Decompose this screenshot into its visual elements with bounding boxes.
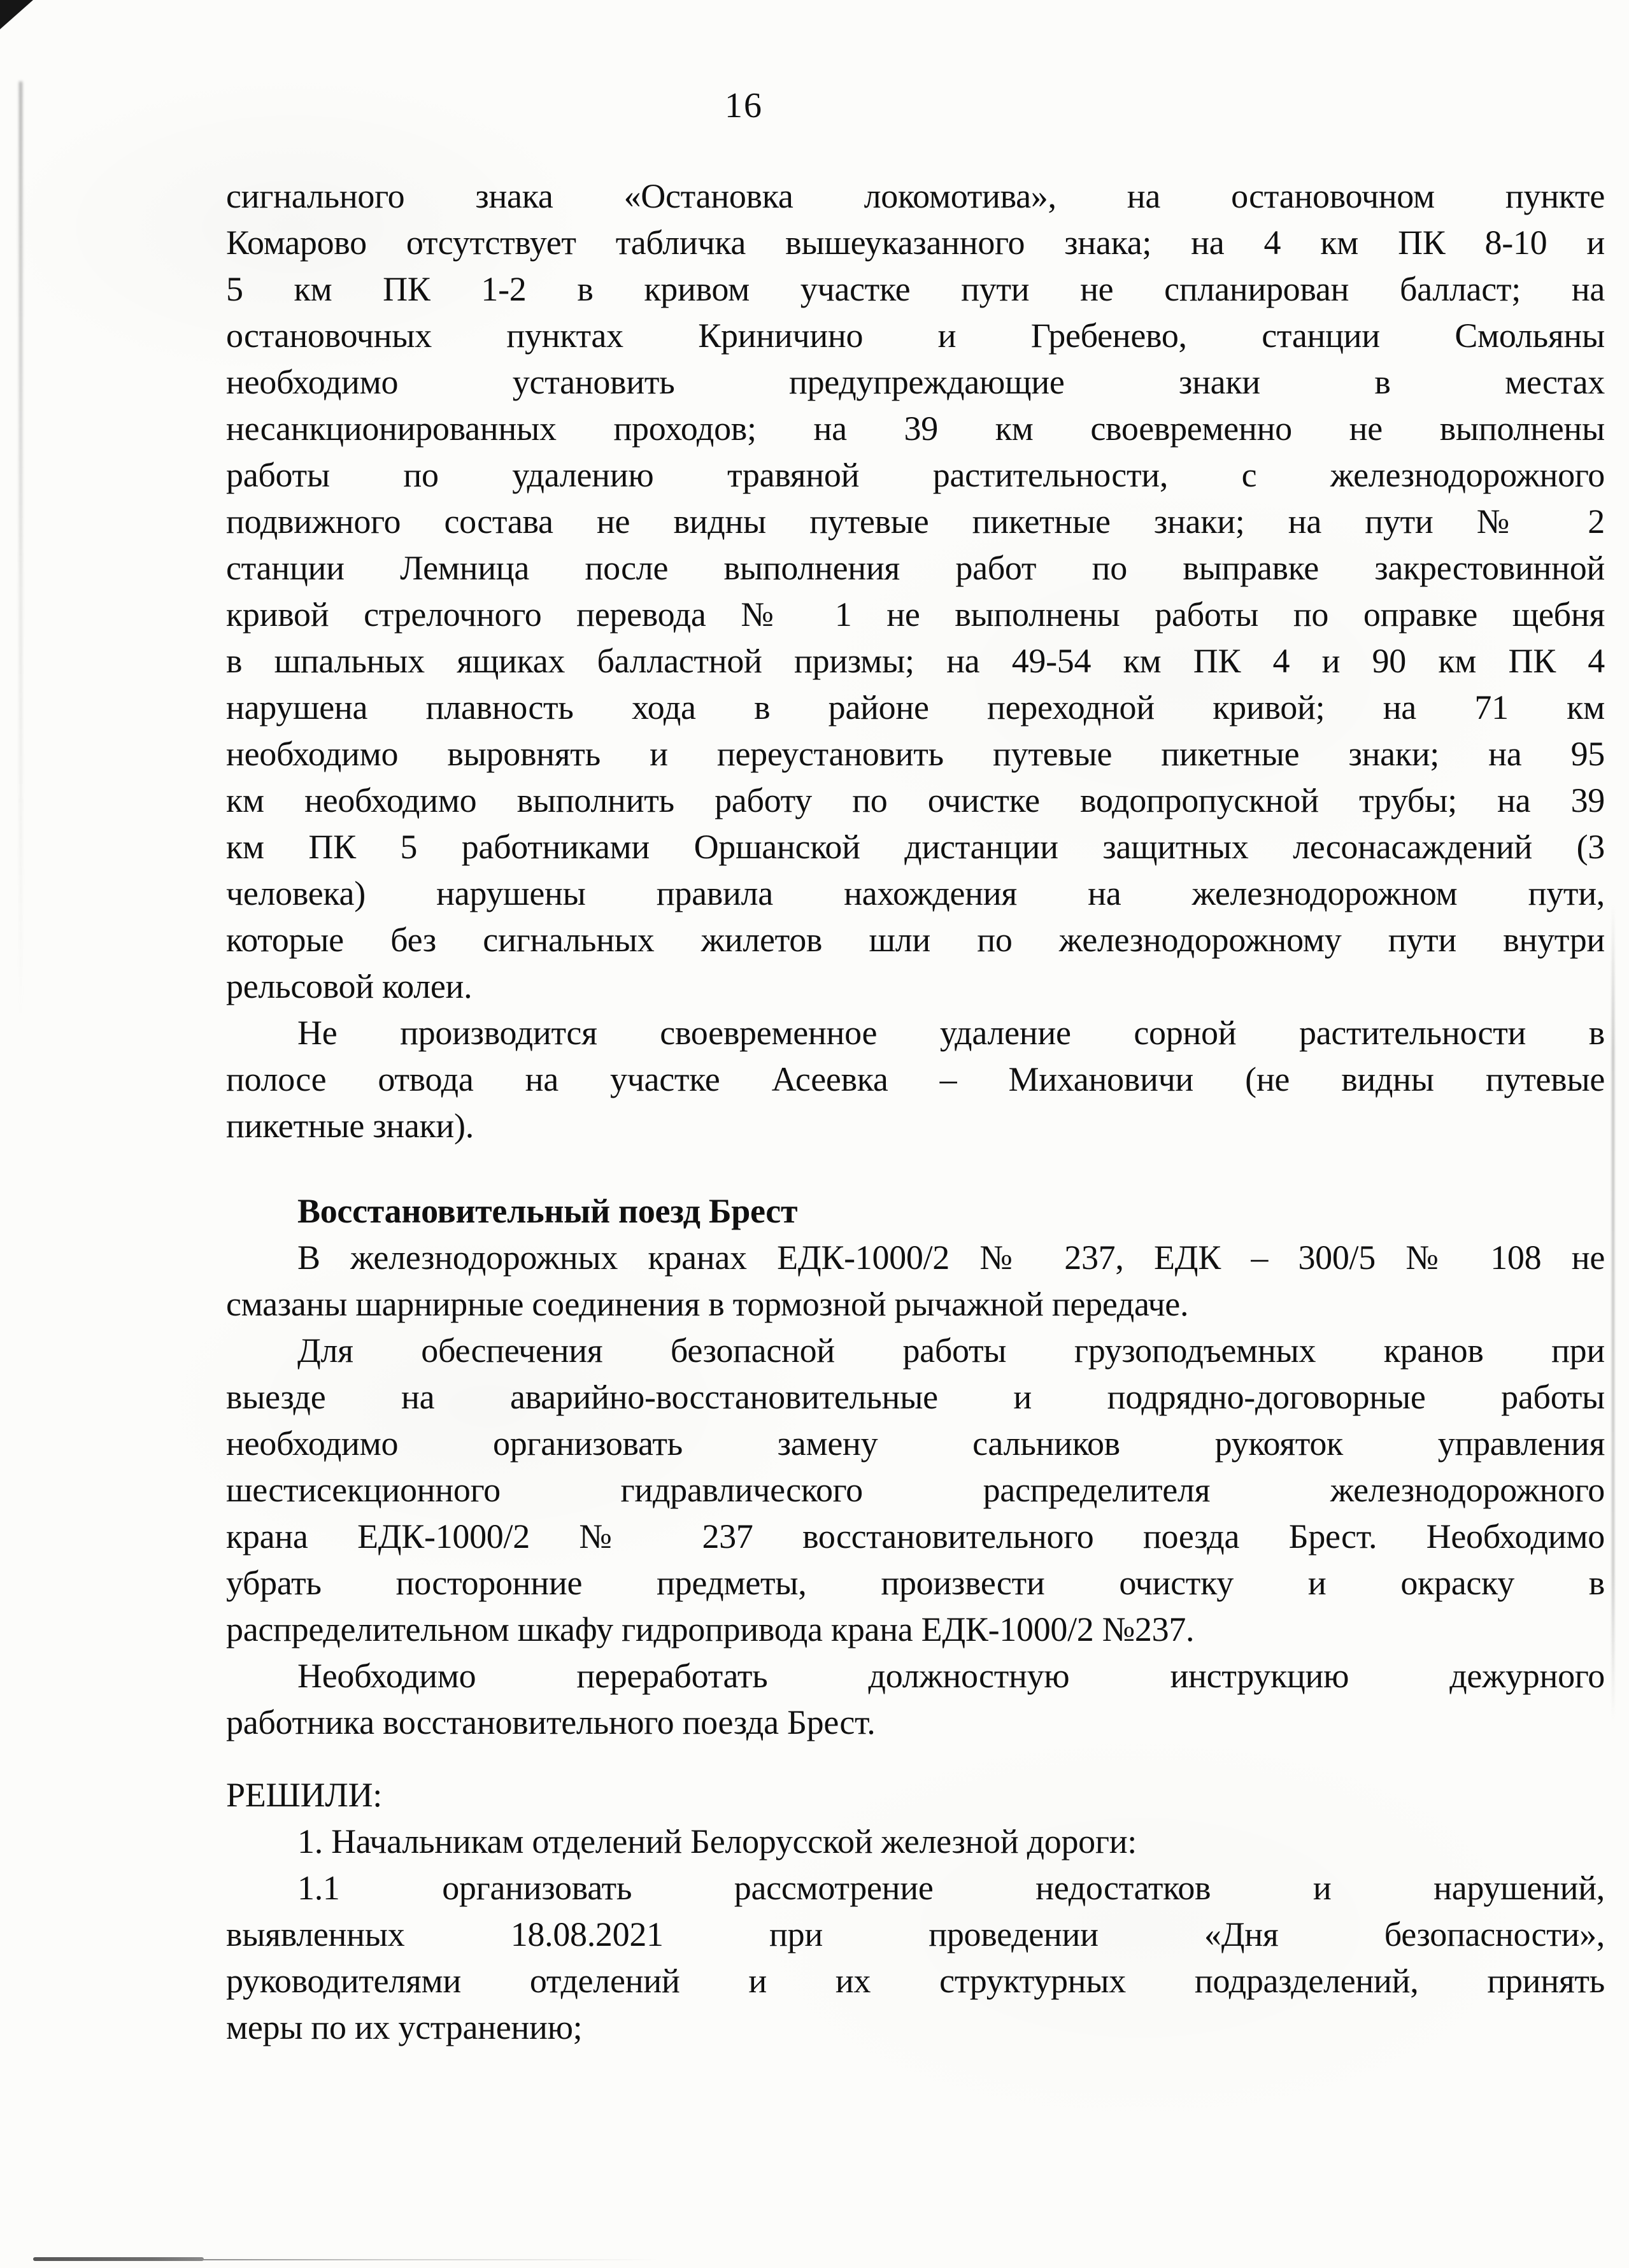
document-body <box>226 173 1605 2051</box>
text-line: 5 км ПК 1-2 в кривом участке пути не спланирован балласт; на <box>226 270 1605 308</box>
scan-artifact-right-streak <box>1612 904 1614 1719</box>
text-line: которые без сигнальных жилетов шли по железнодорожному пути внутри <box>226 921 1605 959</box>
text-line: крана ЕДК-1000/2 № 237 восстановительного поезда Брест. Необходимо <box>226 1517 1605 1556</box>
text-line: км ПК 5 работниками Оршанской дистанции защитных лесонасаждений (3 <box>226 828 1605 866</box>
page-number: 16 <box>725 86 763 125</box>
text-line: несанкционированных проходов; на 39 км своевременно не выполнены <box>226 409 1605 448</box>
text-line: необходимо выровнять и переустановить путевые пикетные знаки; на 95 <box>226 735 1605 773</box>
text-line: подвижного состава не видны путевые пикетные знаки; на пути № 2 <box>226 502 1605 541</box>
text-line: распределительном шкафу гидропривода крана ЕДК-1000/2 №237. <box>226 1610 1195 1648</box>
text-line: работы по удалению травяной растительности, с железнодорожного <box>226 456 1605 494</box>
text-line: убрать посторонние предметы, произвести очистку и окраску в <box>226 1564 1605 1602</box>
text-line: сигнального знака «Остановка локомотива», на остановочном пункте <box>226 177 1605 215</box>
text-line: кривой стрелочного перевода № 1 не выполнены работы по оправке щебня <box>226 595 1605 634</box>
text-line: необходимо организовать замену сальников рукояток управления <box>226 1424 1605 1463</box>
text-line: руководителями отделений и их структурных подразделений, принять <box>226 1962 1605 2000</box>
paragraph-weed-vegetation <box>226 1010 1605 1149</box>
text-line: работника восстановительного поезда Брест. <box>226 1703 876 1741</box>
section-heading: Восстановительный поезд Брест <box>297 1192 798 1230</box>
text-line: Необходимо переработать должностную инструкцию дежурного <box>297 1657 1605 1695</box>
paragraph-crane-safety <box>226 1328 1605 1653</box>
text-line: рельсовой колеи. <box>226 967 473 1005</box>
text-line: меры по их устранению; <box>226 2008 583 2046</box>
decided-heading: РЕШИЛИ: <box>226 1776 383 1814</box>
resolution-item-1: 1. Начальникам отделений Белорусской железной дороги: <box>297 1822 1137 1860</box>
paragraph-crane-joints <box>226 1235 1605 1328</box>
resolution-item-1-1 <box>226 1865 1605 2051</box>
text-line: в шпальных ящиках балластной призмы; на 49-54 км ПК 4 и 90 км ПК 4 <box>226 642 1605 680</box>
paragraph-track-defects-continued <box>226 173 1605 1010</box>
scan-artifact-bottom-tail <box>201 2259 660 2260</box>
scan-artifact-left-streak <box>19 82 22 1017</box>
text-line: полосе отвода на участке Асеевка – Михановичи (не видны путевые <box>226 1060 1605 1098</box>
text-line: остановочных пунктах Криничино и Гребенево, станции Смольяны <box>226 316 1605 355</box>
text-line: выезде на аварийно-восстановительные и подрядно-договорные работы <box>226 1378 1605 1416</box>
text-line: человека) нарушены правила нахождения на железнодорожном пути, <box>226 874 1605 912</box>
text-line: необходимо установить предупреждающие знаки в местах <box>226 363 1605 401</box>
text-line: станции Лемница после выполнения работ по выправке закрестовинной <box>226 549 1605 587</box>
scan-artifact-bottom-line <box>33 2257 204 2261</box>
text-line: смазаны шарнирные соединения в тормозной рычажной передаче. <box>226 1285 1189 1323</box>
section-spacer <box>226 1746 1605 1772</box>
text-line: Комарово отсутствует табличка вышеуказанного знака; на 4 км ПК 8-10 и <box>226 223 1605 262</box>
text-line: шестисекционного гидравлического распределителя железнодорожного <box>226 1471 1605 1509</box>
paragraph-job-instruction <box>226 1653 1605 1746</box>
text-line: нарушена плавность хода в районе переходной кривой; на 71 км <box>226 688 1605 726</box>
paragraph-spacer <box>226 1149 1605 1188</box>
text-line: 1.1 организовать рассмотрение недостатков и нарушений, <box>297 1869 1605 1907</box>
text-line: В железнодорожных кранах ЕДК-1000/2 № 237, ЕДК – 300/5 № 108 не <box>297 1238 1605 1277</box>
text-line: Не производится своевременное удаление сорной растительности в <box>297 1014 1605 1052</box>
text-line: км необходимо выполнить работу по очистке водопропускной трубы; на 39 <box>226 781 1605 819</box>
text-line: выявленных 18.08.2021 при проведении «Дня безопасности», <box>226 1915 1605 1953</box>
text-line: пикетные знаки). <box>226 1107 474 1145</box>
scan-artifact-corner-mark <box>0 0 33 29</box>
text-line: Для обеспечения безопасной работы грузоподъемных кранов при <box>297 1331 1605 1370</box>
